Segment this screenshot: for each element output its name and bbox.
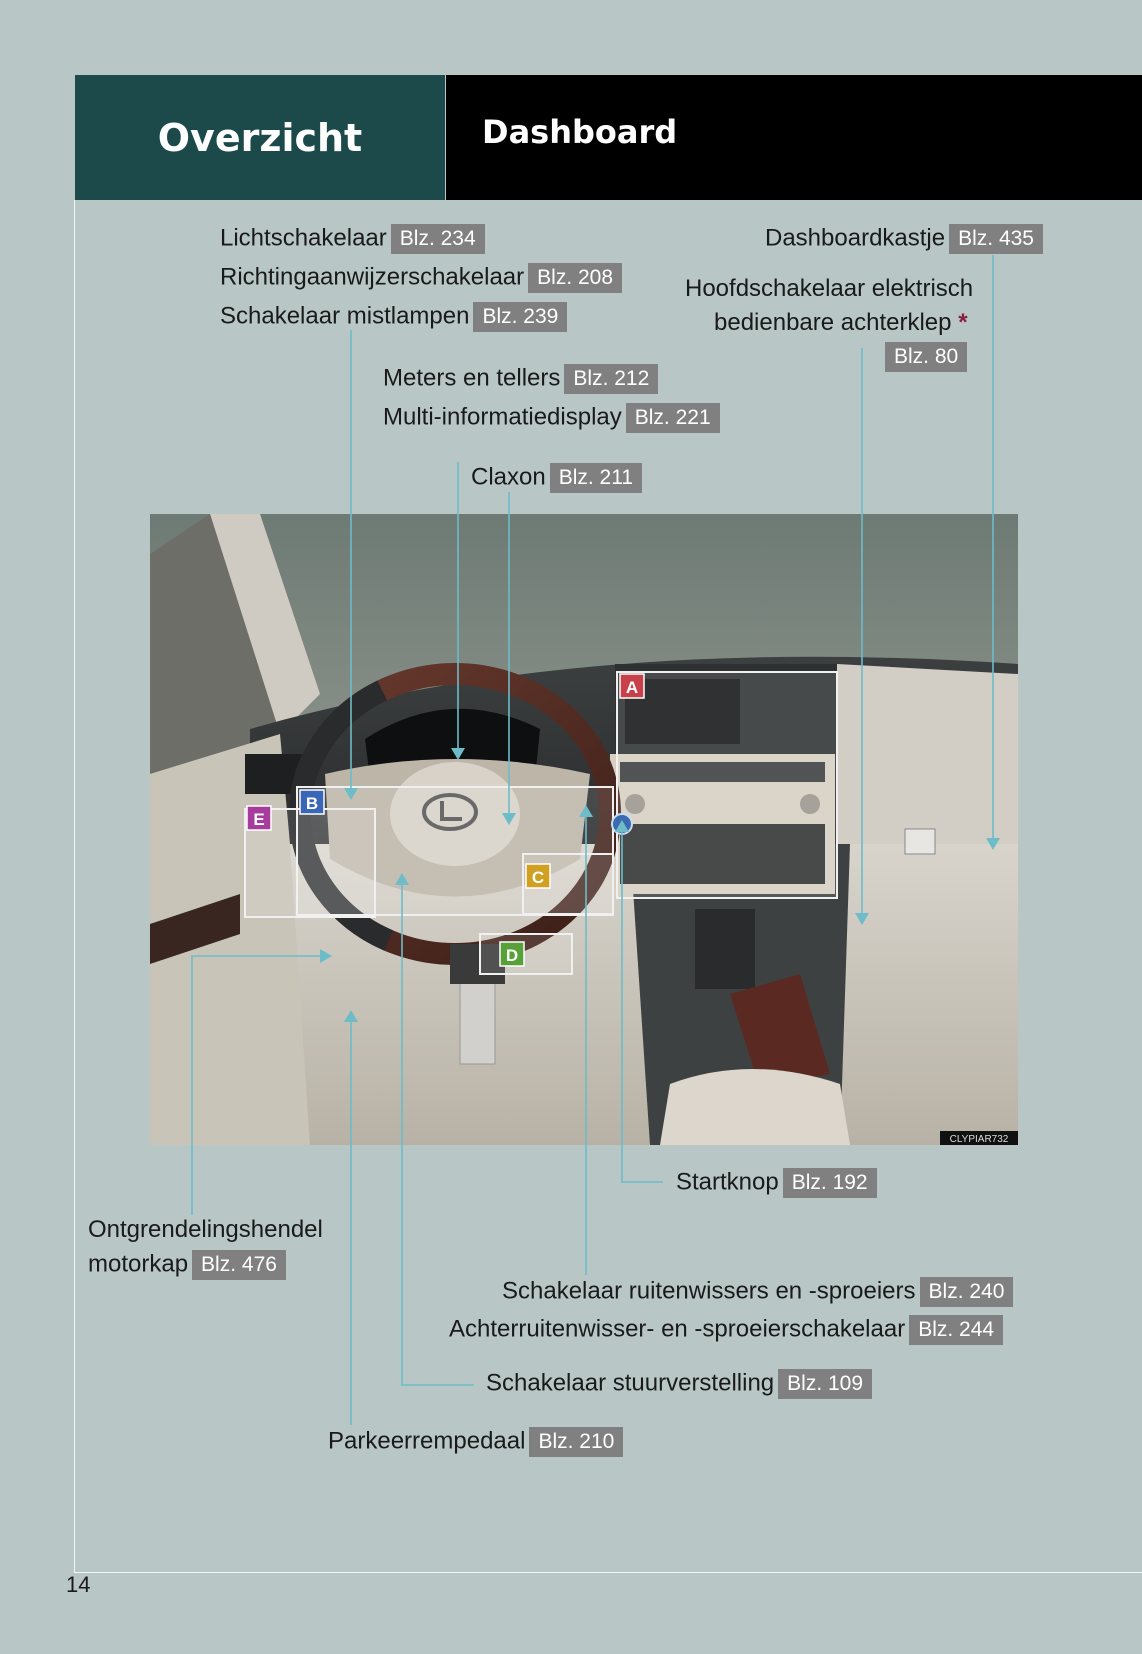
label-mistlampen: Schakelaar mistlampen Blz. 239	[220, 302, 567, 332]
page-ref-badge[interactable]: Blz. 240	[920, 1277, 1014, 1307]
callout-box-a	[617, 672, 837, 898]
label-dashboardkastje: Dashboardkastje Blz. 435	[765, 224, 1043, 254]
label-ruitenwissers: Schakelaar ruitenwissers en -sproeiers Blz. 240	[502, 1277, 1013, 1307]
label-stuurverstelling: Schakelaar stuurverstelling Blz. 109	[486, 1369, 872, 1399]
label-multi-informatiedisplay: Multi-informatiedisplay Blz. 221	[383, 403, 720, 433]
callout-badge-c	[526, 864, 550, 888]
page-frame-left	[74, 200, 75, 1573]
page-ref-badge[interactable]: Blz. 221	[626, 403, 720, 433]
label-meters: Meters en tellers Blz. 212	[383, 364, 658, 394]
label-achterklep-line1: Hoofdschakelaar elektrisch	[685, 275, 974, 302]
page-ref-badge[interactable]: Blz. 212	[564, 364, 658, 394]
callout-box-d	[480, 934, 572, 974]
callout-badge-a	[620, 674, 644, 698]
label-motorkap-line1: Ontgrendelingshendel	[88, 1216, 323, 1243]
page-ref-badge[interactable]: Blz. 239	[473, 302, 567, 332]
callout-badge-b	[300, 790, 324, 814]
label-richtingaanwijzer: Richtingaanwijzerschakelaar Blz. 208	[220, 263, 622, 293]
page-ref-badge[interactable]: Blz. 109	[778, 1369, 872, 1399]
page-ref-badge[interactable]: Blz. 80	[885, 342, 967, 372]
page-ref-badge[interactable]: Blz. 210	[529, 1427, 623, 1457]
image-code: CLYPIAR732	[949, 1134, 1009, 1145]
page-ref-badge[interactable]: Blz. 244	[909, 1315, 1003, 1345]
svg-text:B: B	[305, 794, 319, 813]
label-achterklep-line2: bedienbare achterklep *	[714, 309, 968, 336]
page-title: Dashboard	[482, 113, 678, 151]
label-motorkap-line2: motorkap Blz. 476	[88, 1250, 286, 1280]
page-ref-badge[interactable]: Blz. 435	[949, 224, 1043, 254]
svg-text:A: A	[625, 678, 639, 697]
label-parkeerrem: Parkeerrempedaal Blz. 210	[328, 1427, 623, 1457]
callout-badge-e	[247, 806, 271, 830]
page-header	[446, 75, 1142, 200]
dashboard-illustration	[150, 514, 1018, 1145]
callout-badge-d	[500, 942, 524, 966]
page-ref-badge[interactable]: Blz. 211	[550, 463, 642, 493]
page-ref-badge[interactable]: Blz. 192	[783, 1168, 877, 1198]
svg-text:D: D	[505, 946, 519, 965]
page-ref-badge[interactable]: Blz. 234	[391, 224, 485, 254]
label-claxon: Claxon Blz. 211	[471, 463, 642, 493]
page-ref-badge[interactable]: Blz. 476	[192, 1250, 286, 1280]
label-lichtschakelaar: Lichtschakelaar Blz. 234	[220, 224, 485, 254]
asterisk-mark: *	[958, 309, 968, 336]
label-startknop: Startknop Blz. 192	[676, 1168, 877, 1198]
label-achterruitenwisser: Achterruitenwisser- en -sproeierschakelaar Blz. 244	[449, 1315, 1003, 1345]
start-button-icon	[612, 814, 632, 834]
svg-text:C: C	[531, 868, 545, 887]
page-number: 14	[66, 1572, 91, 1597]
svg-text:E: E	[253, 810, 265, 829]
page-frame-bottom	[74, 1572, 1142, 1573]
page-ref-badge[interactable]: Blz. 208	[528, 263, 622, 293]
section-title: Overzicht	[157, 115, 363, 160]
section-tab	[75, 75, 445, 200]
label-achterklep-ref	[885, 342, 967, 372]
